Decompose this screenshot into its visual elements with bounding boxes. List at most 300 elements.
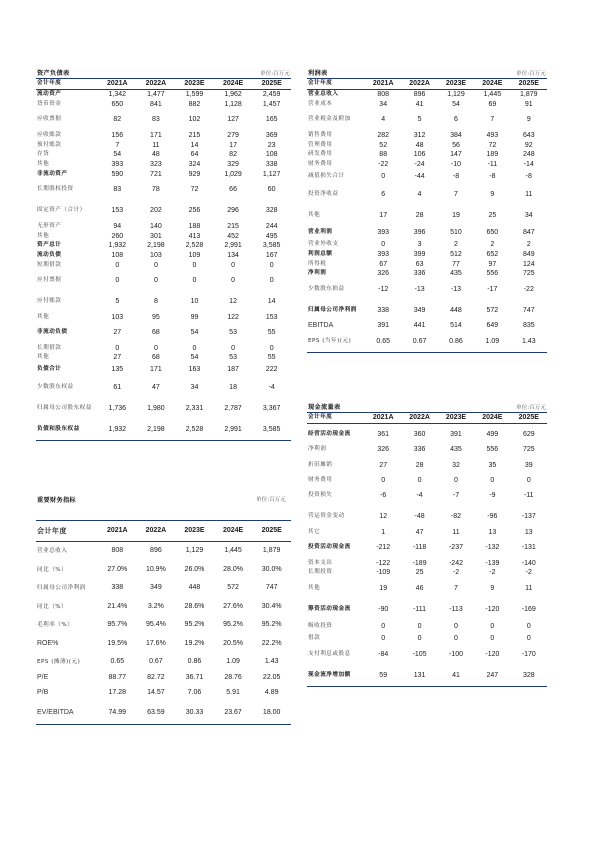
cell-value: 3,585 [262, 425, 281, 433]
bottom-rule [36, 724, 291, 725]
cell-value: 2,991 [224, 242, 242, 250]
cell-value: 82.72 [147, 673, 165, 681]
cell-value: 8 [153, 298, 158, 306]
header-year: 2025E [511, 79, 547, 89]
cell-value: 66 [229, 186, 237, 194]
cell-value: 28.6% [184, 602, 205, 610]
table-row [36, 291, 291, 312]
table-row [307, 205, 547, 226]
cell-value: -12 [378, 285, 389, 293]
table-row [36, 322, 291, 343]
cell-value: 9 [490, 584, 495, 592]
cell-value: -189 [412, 559, 427, 567]
cell-value: 0.65 [110, 658, 125, 665]
cell-value: 369 [265, 131, 278, 139]
cell-value: -96 [487, 513, 498, 521]
income-statement-panel [307, 68, 547, 353]
cell-value: 14 [190, 141, 199, 149]
cell-value: 0 [192, 344, 197, 352]
cell-value: 14 [267, 298, 276, 306]
cell-value: 13 [524, 528, 533, 536]
cell-value: 1,342 [108, 91, 127, 99]
header-year: 2023E [438, 79, 474, 89]
cell-value: 63.59 [147, 709, 165, 716]
cell-value: -13 [450, 285, 462, 293]
cell-value: 103 [111, 313, 124, 321]
cell-value: -120 [485, 605, 500, 613]
cell-value: 54 [113, 151, 122, 159]
cell-value: 6 [381, 190, 386, 198]
cell-value: 25 [488, 211, 497, 219]
cell-value: -4 [268, 383, 275, 391]
cell-value: 68 [151, 329, 160, 337]
cell-value: 21.4% [107, 602, 128, 610]
cell-value: 95.7% [107, 621, 128, 628]
ratios-panel [36, 496, 291, 725]
cell-value: -242 [448, 559, 463, 567]
cell-value: -140 [521, 559, 536, 567]
cell-value: 247 [486, 671, 499, 679]
balance-sheet-title: 资产负债表 [37, 70, 70, 77]
table-row [36, 616, 291, 635]
table-row [307, 89, 547, 99]
cell-value: 349 [150, 584, 162, 591]
cell-value: 725 [522, 446, 535, 454]
cell-value: 1,980 [147, 404, 165, 412]
cell-value: -7 [452, 492, 460, 500]
table-row [36, 261, 291, 271]
cell-value: 0 [381, 476, 386, 484]
table-row [307, 100, 547, 110]
cell-value: 328 [265, 207, 278, 215]
row-label: 其它 [308, 528, 321, 535]
cell-value: 0 [381, 173, 386, 181]
cell-value: 7 [115, 141, 120, 149]
cell-value: 1,445 [483, 91, 502, 99]
header-year: 2025E [252, 79, 291, 89]
cell-value: 0.67 [412, 337, 427, 345]
table-row [36, 672, 291, 683]
table-row [307, 506, 547, 527]
cell-value: 10.9% [145, 565, 166, 573]
cell-value: 53 [229, 354, 237, 362]
cell-value: 384 [450, 131, 462, 139]
row-label: 少数股东损益 [308, 285, 345, 292]
cell-value: 99 [190, 313, 199, 321]
cell-value: 282 [377, 131, 390, 139]
cell-value: 435 [450, 270, 462, 278]
table-row [307, 300, 547, 321]
cell-value: 17 [379, 211, 388, 219]
cell-value: 171 [150, 131, 162, 139]
cell-value: 391 [377, 322, 390, 330]
row-label: EBITDA [308, 322, 334, 330]
cell-value: 512 [450, 250, 462, 258]
cell-value: 0 [269, 261, 274, 269]
row-label: 其他 [37, 232, 50, 239]
cell-value: 1,127 [262, 170, 281, 178]
cell-value: -113 [449, 605, 463, 613]
header-year: 2022A [137, 521, 176, 542]
table-row [307, 665, 547, 687]
table-row [307, 259, 547, 269]
cell-value: -8 [525, 173, 532, 181]
cell-value: 0 [454, 635, 458, 643]
cell-value: 896 [150, 547, 162, 554]
table-row [307, 620, 547, 634]
cell-value: 882 [188, 100, 201, 108]
header-year: 2021A [365, 79, 401, 89]
cell-value: 0.86 [187, 658, 202, 665]
balance-sheet-unit: 单位:百万元 [260, 71, 290, 77]
cell-value: 165 [265, 116, 278, 124]
header-year: 2023E [438, 413, 474, 423]
cell-value: 88.77 [108, 673, 127, 681]
cell-value: 0 [526, 623, 531, 631]
cell-value: 391 [450, 430, 462, 438]
cell-value: 747 [522, 306, 535, 314]
cell-value: -24 [414, 161, 425, 169]
cell-value: 0 [454, 476, 458, 484]
cell-value: 336 [413, 446, 426, 454]
cell-value: 1,457 [262, 100, 281, 108]
row-label: 财务费用 [308, 161, 333, 168]
cell-value: 0 [231, 261, 236, 269]
row-label: 其他 [37, 354, 50, 361]
cell-value: 441 [413, 322, 426, 330]
cell-value: -84 [378, 650, 389, 658]
cell-value: -111 [413, 605, 427, 613]
cell-value: 54 [190, 354, 199, 362]
cell-value: 0 [417, 476, 422, 484]
row-label: 营业外收支 [308, 240, 339, 247]
cell-value: 808 [111, 547, 124, 554]
cell-value: 55 [267, 329, 276, 337]
cell-value: 1.09 [226, 658, 240, 665]
balance-sheet-panel [36, 68, 291, 441]
cell-value: 328 [522, 671, 535, 679]
row-label: 营业税金及附加 [308, 116, 351, 123]
row-label: 无形资产 [37, 222, 62, 229]
cell-value: 36.71 [185, 673, 204, 681]
row-label: 营业总收入 [308, 91, 339, 98]
row-label: 管理费用 [308, 141, 333, 148]
cell-value: 135 [111, 366, 124, 374]
cell-value: 27.0% [107, 565, 128, 573]
cell-value: 396 [413, 229, 426, 237]
cell-value: 7 [490, 116, 495, 124]
cell-value: 0 [269, 277, 274, 285]
cell-value: 153 [265, 313, 278, 321]
cell-value: 2,198 [147, 425, 165, 433]
ratios-heading [36, 496, 291, 521]
cell-value: 41 [415, 100, 424, 108]
income-statement-unit: 单位:百万元 [516, 71, 546, 77]
cell-value: 1,932 [108, 425, 127, 433]
row-label: 长期借款 [37, 344, 62, 351]
cell-value: 28.0% [223, 565, 243, 573]
cell-value: 244 [265, 222, 278, 230]
table-row [307, 109, 547, 130]
cell-value: 0 [192, 277, 197, 285]
row-label: 经营活动现金流 [308, 430, 351, 437]
header-label: 会计年度 [36, 521, 98, 542]
row-label: 其他 [37, 161, 50, 168]
table-row [36, 703, 291, 724]
cell-value: 83 [151, 116, 160, 124]
row-label: 少数股东权益 [37, 383, 74, 390]
cell-value: 156 [111, 131, 124, 139]
row-label: 应收账款 [37, 131, 62, 138]
table-bottom-rule [36, 724, 291, 725]
row-label: P/E [37, 673, 49, 681]
header-label: 会计年度 [307, 79, 365, 89]
row-label: 负债合计 [37, 366, 62, 373]
table-row [307, 423, 547, 445]
table-row [36, 343, 291, 353]
cell-value: 47 [415, 528, 424, 536]
cell-value: -14 [523, 161, 534, 169]
cell-value: 54 [190, 329, 199, 337]
cell-value: 88 [379, 151, 388, 159]
table-row [36, 160, 291, 170]
cash-flow-unit: 单位:百万元 [516, 405, 546, 411]
cell-value: 3,585 [262, 242, 281, 250]
bottom-rule [36, 440, 291, 441]
table-header-row [36, 79, 291, 89]
cell-value: -122 [376, 559, 391, 567]
cell-value: 721 [150, 170, 162, 178]
cell-value: 4.89 [264, 688, 279, 696]
cell-value: 17.6% [145, 639, 166, 647]
cell-value: 34 [524, 211, 533, 219]
cell-value: 2,198 [147, 242, 165, 250]
cell-value: 650 [111, 100, 124, 108]
cell-value: 1.09 [485, 337, 500, 345]
ratios-title: 重要财务指标 [37, 497, 76, 504]
cell-value: 2,459 [262, 91, 281, 99]
cell-value: 0 [381, 240, 386, 248]
row-label: 应付票据 [37, 277, 62, 284]
cell-value: 929 [188, 170, 201, 178]
header-year: 2021A [98, 79, 137, 89]
row-label: 预付账款 [37, 141, 62, 148]
cell-value: 312 [413, 131, 426, 139]
cell-value: 329 [227, 161, 239, 169]
cell-value: 19.2% [184, 639, 205, 647]
cell-value: 326 [377, 446, 390, 454]
cell-value: 1,599 [185, 91, 204, 99]
cell-value: 95 [151, 313, 160, 321]
table-header-row [307, 413, 547, 423]
cell-value: 48 [415, 141, 424, 149]
cell-value: 1,736 [108, 404, 127, 412]
cell-value: 1,962 [224, 91, 242, 99]
bottom-rule [307, 686, 547, 687]
cell-value: 1,445 [224, 547, 242, 554]
cash-flow-title: 现金流量表 [308, 404, 341, 411]
table-row [307, 485, 547, 506]
cell-value: 32 [452, 461, 460, 469]
cell-value: 0 [490, 623, 495, 631]
cell-value: 102 [188, 116, 201, 124]
cell-value: 3 [417, 240, 422, 248]
row-label: 同比（%） [37, 566, 68, 573]
cell-value: 493 [486, 131, 499, 139]
cell-value: 19 [379, 584, 388, 592]
table-row [307, 130, 547, 140]
cell-value: 650 [486, 229, 499, 237]
table-row [307, 476, 547, 486]
cell-value: 0 [454, 623, 458, 631]
row-label: 短期借款 [37, 261, 62, 268]
cell-value: -237 [448, 544, 463, 552]
cell-value: 34 [379, 100, 388, 108]
cell-value: 448 [450, 306, 462, 314]
cell-value: 11 [452, 528, 460, 536]
cell-value: 74.99 [108, 709, 127, 716]
cell-value: 4 [381, 116, 386, 124]
row-label: 吸收投资 [308, 623, 333, 630]
row-label: 利润总额 [308, 250, 333, 257]
cell-value: -9 [489, 492, 496, 500]
cell-value: 46 [415, 584, 424, 592]
header-year: 2025E [252, 521, 291, 542]
cell-value: 808 [377, 91, 390, 99]
cell-value: -4 [416, 492, 423, 500]
cell-value: 23.67 [224, 709, 242, 716]
table-row [36, 363, 291, 377]
cell-value: 131 [413, 671, 426, 679]
table-row [307, 634, 547, 644]
cell-value: 77 [452, 260, 460, 268]
table-row [307, 321, 547, 331]
cell-value: 30.0% [261, 565, 282, 573]
row-label: 支付利息或股息 [308, 650, 351, 657]
cell-value: 326 [377, 270, 390, 278]
cell-value: 35 [488, 461, 497, 469]
row-label: 应收票据 [37, 116, 62, 123]
cell-value: 83 [113, 186, 122, 194]
cell-value: 12 [379, 513, 388, 521]
cell-value: 7.06 [187, 688, 202, 696]
cell-value: 59 [379, 671, 388, 679]
row-label: 投资净收益 [308, 190, 339, 197]
table-row [36, 100, 291, 110]
cell-value: 124 [522, 260, 535, 268]
cell-value: 349 [413, 306, 426, 314]
row-label: 营业成本 [308, 100, 333, 107]
table-bottom-rule [36, 440, 291, 441]
header-year: 2023E [175, 521, 214, 542]
table-row [307, 599, 547, 620]
header-year: 2023E [175, 79, 214, 89]
cell-value: 896 [413, 91, 426, 99]
cell-value: 393 [377, 250, 390, 258]
cell-value: 47 [151, 383, 160, 391]
cell-value: 163 [188, 366, 201, 374]
cell-value: 0 [192, 261, 197, 269]
row-label: 其他 [308, 211, 321, 218]
cell-value: 94 [113, 222, 122, 230]
table-row [36, 377, 291, 398]
cell-value: 95.4% [145, 621, 166, 628]
cell-value: 0.65 [376, 337, 390, 345]
cell-value: 279 [227, 131, 239, 139]
table-row [36, 221, 291, 231]
cell-value: 5.91 [226, 688, 240, 696]
row-label: EPS (摊薄)(元) [37, 659, 81, 665]
cell-value: 296 [227, 207, 239, 215]
header-year: 2024E [474, 79, 510, 89]
row-label: 减值损失合计 [308, 173, 345, 180]
cell-value: 215 [188, 131, 201, 139]
cell-value: 91 [524, 100, 533, 108]
cell-value: -22 [523, 285, 534, 293]
cell-value: 3,367 [262, 404, 281, 412]
cell-value: -82 [450, 513, 462, 521]
header-year: 2025E [511, 413, 547, 423]
cell-value: 28 [415, 461, 424, 469]
row-label: 营运资金变动 [308, 513, 345, 520]
row-label: ROE% [37, 639, 59, 647]
cell-value: 171 [150, 366, 162, 374]
row-label: 研发费用 [308, 151, 333, 158]
cell-value: 0 [115, 261, 120, 269]
header-label: 会计年度 [36, 79, 98, 89]
table-row [307, 558, 547, 568]
cell-value: 127 [227, 116, 239, 124]
cell-value: 1.43 [264, 658, 279, 665]
cell-value: -139 [485, 559, 500, 567]
balance-sheet-heading [36, 68, 291, 79]
cell-value: -11 [523, 492, 534, 500]
row-label: 毛利率（%） [37, 622, 74, 628]
table-row [36, 398, 291, 419]
cell-value: 122 [227, 313, 239, 321]
cell-value: 5 [115, 298, 120, 306]
cell-value: 34 [190, 383, 199, 391]
cell-value: -131 [521, 544, 536, 552]
table-row [36, 653, 291, 672]
row-label: 投资活动现金流 [308, 544, 351, 551]
cell-value: 18.00 [262, 709, 281, 716]
cell-value: 7 [454, 190, 458, 198]
cell-value: -2 [525, 569, 532, 577]
row-label: 流动资产 [37, 91, 62, 98]
cell-value: -48 [414, 513, 425, 521]
cell-value: 60 [267, 186, 276, 194]
cell-value: 63 [415, 260, 424, 268]
row-label: 营业利润 [308, 229, 333, 236]
table-bottom-rule [307, 352, 547, 353]
cell-value: 78 [151, 186, 160, 194]
header-year: 2022A [401, 413, 437, 423]
cell-value: 17.28 [108, 688, 127, 696]
cell-value: 4 [417, 190, 422, 198]
cell-value: 19.5% [107, 639, 128, 647]
table-row [307, 455, 547, 476]
table-row [307, 170, 547, 184]
cell-value: 106 [413, 151, 426, 159]
cell-value: 301 [150, 232, 162, 240]
cell-value: -137 [521, 513, 536, 521]
cell-value: 1.43 [521, 337, 536, 345]
row-label: 归属母公司净利润 [308, 306, 357, 313]
cell-value: 0 [231, 277, 236, 285]
cell-value: 0.67 [149, 658, 163, 665]
cell-value: 95.2% [223, 621, 243, 628]
